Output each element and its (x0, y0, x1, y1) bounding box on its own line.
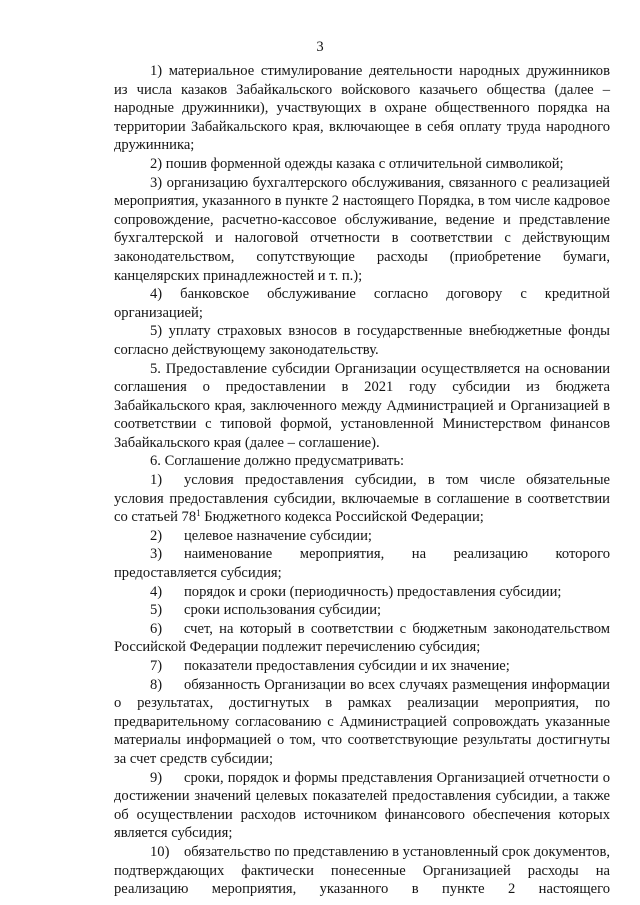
agreement-item-1 (114, 471, 610, 527)
document-body (114, 62, 610, 899)
agreement-item-4 (114, 583, 610, 602)
item-number: 7) (150, 658, 163, 674)
paragraph-item-1: 1) материальное стимулирование деятельности народных дружинников из числа казаков Забайкальского войскового казачьего общества (далее – народные дружинники), участвующих в охране общественного порядка на территории Забайкальского края, включающее в себя оплату труда народного дружинника; (114, 63, 610, 154)
paragraph-item-2: 2) пошив форменной одежды казака с отличительной символикой; (150, 155, 564, 172)
item-text-continued: Бюджетного кодекса Российской Федерации; (200, 509, 484, 526)
agreement-item-9 (114, 769, 610, 843)
item-number: 3) (150, 546, 163, 563)
item-text: обязательство по представлению в установленный срок документов, подтверждающих фактически понесенные Организацией расходы на реализацию мероприятия, указанного в пункте 2 настоящего (114, 843, 610, 898)
superscript: 1 (196, 508, 201, 519)
item-number: 4) (150, 583, 163, 600)
item-number: 5) (150, 602, 163, 619)
agreement-item-8 (114, 676, 610, 769)
agreement-item-7 (114, 657, 610, 676)
item-text: целевое назначение субсидии; (184, 527, 372, 544)
item-number: 1) (150, 472, 163, 489)
item-number: 9) (150, 769, 163, 786)
item-text: условия предоставления субсидии, в том числе обязательные условия предоставления субсидии, включаемые в соглашение в соответствии со статьей 78 (114, 472, 610, 526)
agreement-item-6 (114, 620, 610, 657)
agreement-item-3 (114, 545, 610, 582)
agreement-item-2 (114, 527, 610, 546)
item-text: сроки использования субсидии; (184, 602, 382, 619)
item-text: наименование мероприятия, на реализацию которого предоставляется субсидия; (114, 546, 610, 582)
item-number: 6) (150, 620, 163, 637)
item-number: 10) (150, 843, 170, 860)
item-number: 8) (150, 676, 163, 693)
paragraph-item-3: 3) организацию бухгалтерского обслуживания, связанного с реализацией мероприятия, указанного в пункте 2 настоящего Порядка, в том числе кадровое сопровождение, расчетно-кассовое обслуживание, ведение и представление бухгалтерской и налоговой отчетности в соответствии с действующим законодательством, сопутствующие расходы (приобретение бумаги, канцелярских принадлежностей и т. п.); (114, 174, 610, 284)
paragraph-item-4: 4) банковское обслуживание согласно договору с кредитной организацией; (114, 286, 610, 321)
agreement-item-10 (114, 843, 610, 899)
paragraph-item-5: 5) уплату страховых взносов в государственные внебюджетные фонды согласно действующему законодательству. (114, 323, 610, 358)
item-text: сроки, порядок и формы представления Организацией отчетности о достижении значений целевых показателей предоставления субсидии, а также об осуществлении расходов источником финансового обеспечения которых является субсидия; (114, 769, 610, 842)
paragraph-section-5: 5. Предоставление субсидии Организации осуществляется на основании соглашения о предоставлении в 2021 году субсидии из бюджета Забайкальского края, заключенного между Администрацией и Организацией в соответствии с типовой формой, установленной Министерством финансов Забайкальского края (далее – соглашение). (114, 360, 610, 451)
item-number: 2) (150, 527, 163, 544)
paragraph-section-6-intro: 6. Соглашение должно предусматривать: (150, 453, 405, 470)
item-text: показатели предоставления субсидии и их значение; (184, 658, 510, 674)
item-text: счет, на который в соответствии с бюджетным законодательством Российской Федерации подлежит перечислению субсидия; (114, 620, 610, 656)
item-text: обязанность Организации во всех случаях размещения информации о результатах, достигнутых в рамках реализации мероприятия, по предварительному согласованию с Администрацией сопровождать указанные материалы информацией о том, что соответствующие результаты достигнуты за счет средств субсидии; (114, 676, 610, 767)
page-number: 3 (316, 39, 324, 55)
agreement-item-5 (114, 601, 610, 620)
item-text: порядок и сроки (периодичность) предоставления субсидии; (184, 583, 562, 600)
